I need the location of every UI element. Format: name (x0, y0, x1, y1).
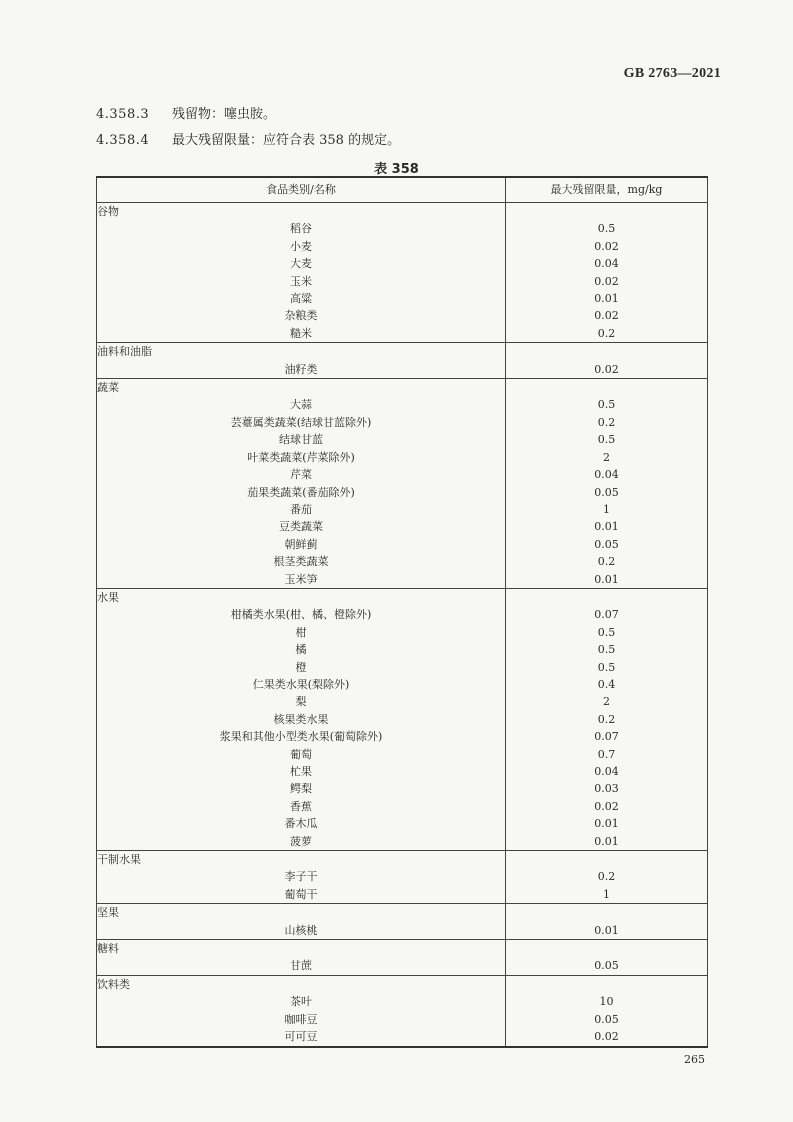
mrl-value: 0.07 (594, 730, 619, 744)
table-row (97, 606, 708, 623)
category-label: 水果 (97, 588, 506, 606)
table-row (97, 641, 708, 658)
table-row (97, 1028, 708, 1046)
category-value-cell (506, 203, 708, 221)
table-row (97, 833, 708, 851)
category-label: 谷物 (97, 203, 506, 221)
food-name: 茄果类蔬菜(番茄除外) (97, 484, 506, 501)
category-value-cell (506, 904, 708, 922)
table-row (97, 501, 708, 518)
table-row (97, 307, 708, 324)
table-row (97, 361, 708, 379)
food-name: 朝鲜蓟 (97, 536, 506, 553)
column-header-mrl: 最大残留限量，mg/kg (506, 177, 708, 203)
mrl-value: 0.05 (594, 959, 619, 973)
clause-number: 4.358.4 (96, 133, 150, 148)
table-row (97, 815, 708, 832)
food-name: 玉米 (97, 273, 506, 290)
category-label: 坚果 (97, 904, 506, 922)
clause-text: 残留物：噻虫胺。 (172, 107, 277, 122)
food-name: 茶叶 (97, 993, 506, 1010)
category-label: 糖料 (97, 940, 506, 958)
clause-mrl (96, 129, 400, 148)
food-name: 糙米 (97, 325, 506, 343)
category-row (97, 975, 708, 993)
category-label: 饮料类 (97, 975, 506, 993)
food-name: 大麦 (97, 255, 506, 272)
mrl-value: 0.02 (594, 1030, 619, 1044)
category-row (97, 379, 708, 397)
food-name: 根茎类蔬菜 (97, 553, 506, 570)
mrl-value: 0.2 (597, 870, 616, 884)
table-title: 表 358 (374, 162, 419, 177)
food-name: 葡萄干 (97, 886, 506, 904)
category-label: 蔬菜 (97, 379, 506, 397)
food-name: 结球甘蓝 (97, 431, 506, 448)
table-row (97, 780, 708, 797)
food-name: 油籽类 (97, 361, 506, 379)
mrl-value: 0.01 (594, 572, 619, 586)
mrl-value: 0.5 (597, 433, 616, 447)
clause-residue (96, 103, 276, 122)
mrl-value: 0.02 (594, 799, 619, 813)
residue-limit-table (96, 176, 708, 1048)
food-name: 香蕉 (97, 798, 506, 815)
mrl-value: 0.01 (594, 923, 619, 937)
table-row (97, 676, 708, 693)
table-row (97, 746, 708, 763)
table-row (97, 886, 708, 904)
table-row (97, 484, 708, 501)
food-name: 梨 (97, 693, 506, 710)
food-name: 芸薹属类蔬菜(结球甘蓝除外) (97, 414, 506, 431)
mrl-value: 0.02 (594, 362, 619, 376)
table-row (97, 325, 708, 343)
food-name: 葡萄 (97, 746, 506, 763)
mrl-value: 0.01 (594, 292, 619, 306)
table-row (97, 1011, 708, 1028)
category-label: 油料和油脂 (97, 343, 506, 361)
table-row (97, 711, 708, 728)
table-row (97, 659, 708, 676)
table-row (97, 536, 708, 553)
mrl-value: 0.7 (597, 747, 616, 761)
standard-number: GB 2763—2021 (623, 66, 721, 81)
food-name: 咖啡豆 (97, 1011, 506, 1028)
table-row (97, 238, 708, 255)
mrl-value: 0.5 (597, 398, 616, 412)
mrl-value: 0.5 (597, 625, 616, 639)
mrl-value: 0.5 (597, 222, 616, 236)
mrl-value: 0.4 (597, 677, 616, 691)
mrl-value: 0.02 (594, 309, 619, 323)
mrl-value: 0.05 (594, 537, 619, 551)
category-row (97, 904, 708, 922)
food-name: 杧果 (97, 763, 506, 780)
food-name: 橙 (97, 659, 506, 676)
mrl-value: 1 (603, 887, 610, 901)
food-name: 稻谷 (97, 220, 506, 237)
mrl-value: 0.04 (594, 468, 619, 482)
category-row (97, 343, 708, 361)
category-label: 干制水果 (97, 851, 506, 869)
table-row (97, 868, 708, 885)
mrl-value: 0.2 (597, 555, 616, 569)
mrl-value: 0.5 (597, 660, 616, 674)
food-name: 杂粮类 (97, 307, 506, 324)
table-row (97, 922, 708, 940)
mrl-value: 2 (603, 450, 610, 464)
clause-number: 4.358.3 (96, 107, 150, 122)
category-row (97, 588, 708, 606)
category-value-cell (506, 975, 708, 993)
category-row (97, 940, 708, 958)
page-number: 265 (684, 1053, 705, 1066)
food-name: 浆果和其他小型类水果(葡萄除外) (97, 728, 506, 745)
category-value-cell (506, 343, 708, 361)
mrl-value: 0.02 (594, 239, 619, 253)
food-name: 仁果类水果(梨除外) (97, 676, 506, 693)
table-header-row (97, 177, 708, 203)
food-name: 番木瓜 (97, 815, 506, 832)
table-row (97, 728, 708, 745)
table-row (97, 255, 708, 272)
mrl-value: 10 (599, 995, 614, 1009)
category-value-cell (506, 588, 708, 606)
food-name: 大蒜 (97, 396, 506, 413)
table-row (97, 396, 708, 413)
mrl-value: 2 (603, 695, 610, 709)
food-name: 菠萝 (97, 833, 506, 851)
food-name: 可可豆 (97, 1028, 506, 1046)
table-row (97, 553, 708, 570)
column-header-food: 食品类别/名称 (97, 177, 506, 203)
table-body (97, 203, 708, 1047)
table-row (97, 957, 708, 975)
food-name: 玉米笋 (97, 571, 506, 589)
category-value-cell (506, 940, 708, 958)
food-name: 甘蔗 (97, 957, 506, 975)
table-row (97, 993, 708, 1010)
food-name: 山核桃 (97, 922, 506, 940)
food-name: 番茄 (97, 501, 506, 518)
food-name: 柑 (97, 624, 506, 641)
mrl-value: 0.01 (594, 520, 619, 534)
table-row (97, 414, 708, 431)
mrl-value: 0.05 (594, 1012, 619, 1026)
table-row (97, 290, 708, 307)
mrl-value: 0.03 (594, 782, 619, 796)
category-row (97, 203, 708, 221)
mrl-value: 0.2 (597, 712, 616, 726)
mrl-value: 0.07 (594, 608, 619, 622)
table-row (97, 798, 708, 815)
table-row (97, 571, 708, 589)
food-name: 橘 (97, 641, 506, 658)
food-name: 柑橘类水果(柑、橘、橙除外) (97, 606, 506, 623)
table-row (97, 518, 708, 535)
mrl-value: 0.5 (597, 643, 616, 657)
mrl-value: 0.2 (597, 415, 616, 429)
clause-text: 最大残留限量：应符合表 358 的规定。 (172, 133, 401, 148)
food-name: 高粱 (97, 290, 506, 307)
table-row (97, 624, 708, 641)
mrl-value: 0.02 (594, 274, 619, 288)
table-row (97, 693, 708, 710)
food-name: 小麦 (97, 238, 506, 255)
food-name: 叶菜类蔬菜(芹菜除外) (97, 449, 506, 466)
category-value-cell (506, 379, 708, 397)
table-row (97, 466, 708, 483)
food-name: 核果类水果 (97, 711, 506, 728)
food-name: 豆类蔬菜 (97, 518, 506, 535)
food-name: 芹菜 (97, 466, 506, 483)
table-row (97, 431, 708, 448)
table-row (97, 763, 708, 780)
mrl-value: 0.01 (594, 834, 619, 848)
mrl-value: 0.05 (594, 485, 619, 499)
mrl-value: 0.04 (594, 765, 619, 778)
mrl-value: 0.2 (597, 326, 616, 340)
mrl-value: 0.04 (594, 257, 619, 271)
mrl-value: 0.01 (594, 817, 619, 831)
food-name: 鳄梨 (97, 780, 506, 797)
food-name: 李子干 (97, 868, 506, 885)
category-row (97, 851, 708, 869)
category-value-cell (506, 851, 708, 869)
mrl-value: 1 (603, 502, 610, 516)
table-row (97, 220, 708, 237)
table-row (97, 273, 708, 290)
table-row (97, 449, 708, 466)
